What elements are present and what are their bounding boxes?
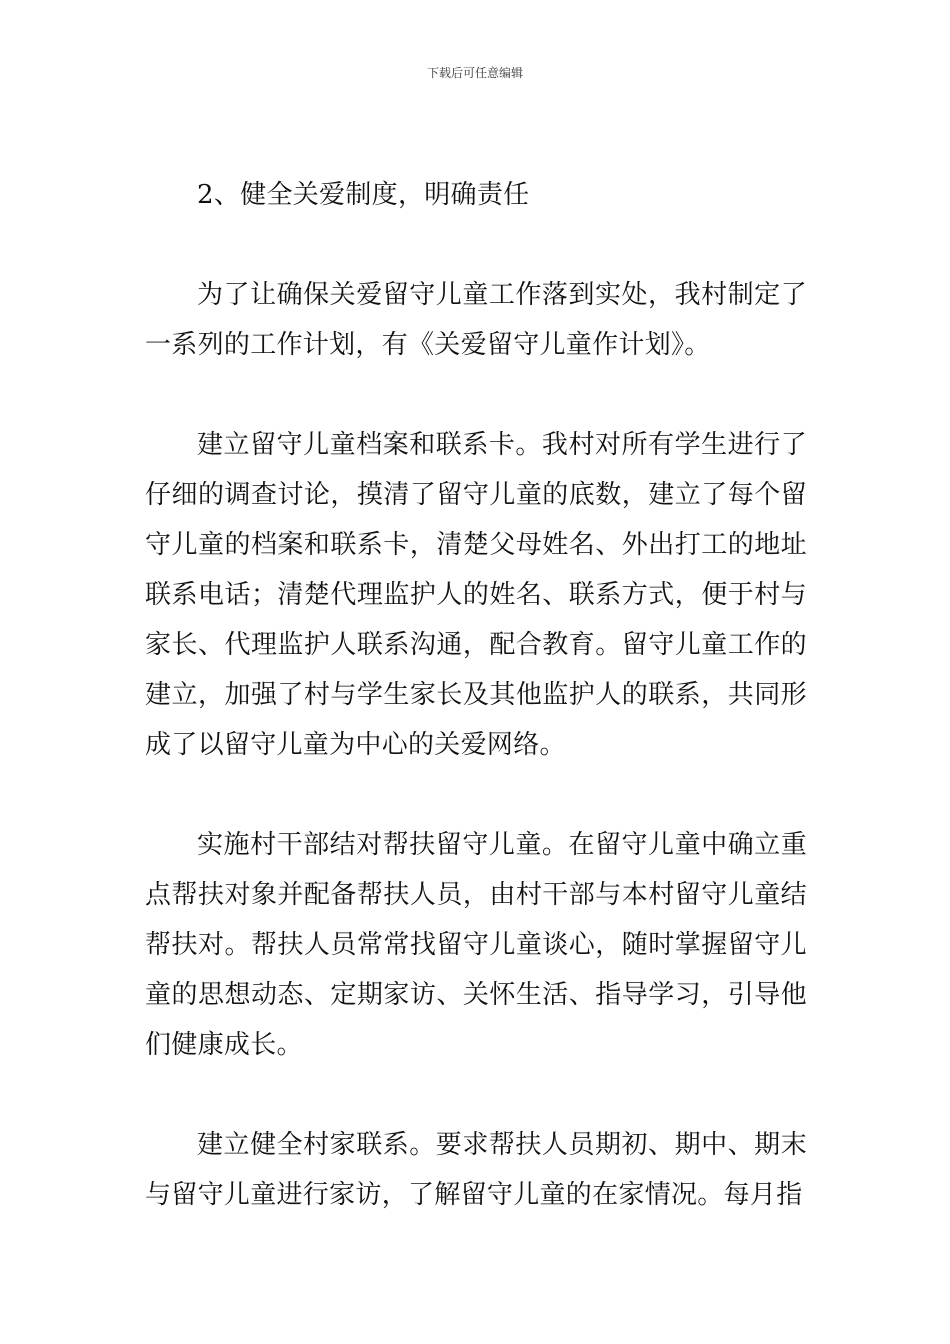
document-body — [145, 170, 807, 1220]
page-header-note: 下载后可任意编辑 — [426, 66, 523, 80]
paragraph-archive: 建立留守儿童档案和联系卡。我村对所有学生进行了仔细的调查讨论，摸清了留守儿童的底数，建立了每个留守儿童的档案和联系卡，清楚父母姓名、外出打工的地址联系电话；清楚代理监护人的姓名、联系方式，便于村与家长、代理监护人联系沟通，配合教育。留守儿童工作的建立，加强了村与学生家长及其他监护人的联系，共同形成了以留守儿童为中心的关爱网络。 — [145, 430, 807, 760]
paragraph-plan: 为了让确保关爱留守儿童工作落到实处，我村制定了一系列的工作计划，有《关爱留守儿童作计划》。 — [145, 280, 807, 360]
paragraph-assistance: 实施村干部结对帮扶留守儿童。在留守儿童中确立重点帮扶对象并配备帮扶人员，由村干部与本村留守儿童结帮扶对。帮扶人员常常找留守儿童谈心，随时掌握留守儿童的思想动态、定期家访、关怀生活、指导学习，引导他们健康成长。 — [145, 830, 807, 1060]
section-heading: 2、健全关爱制度，明确责任 — [197, 180, 530, 210]
paragraph-family-contact: 建立健全村家联系。要求帮扶人员期初、期中、期末与留守儿童进行家访，了解留守儿童的在家情况。每月指 — [145, 1130, 807, 1210]
